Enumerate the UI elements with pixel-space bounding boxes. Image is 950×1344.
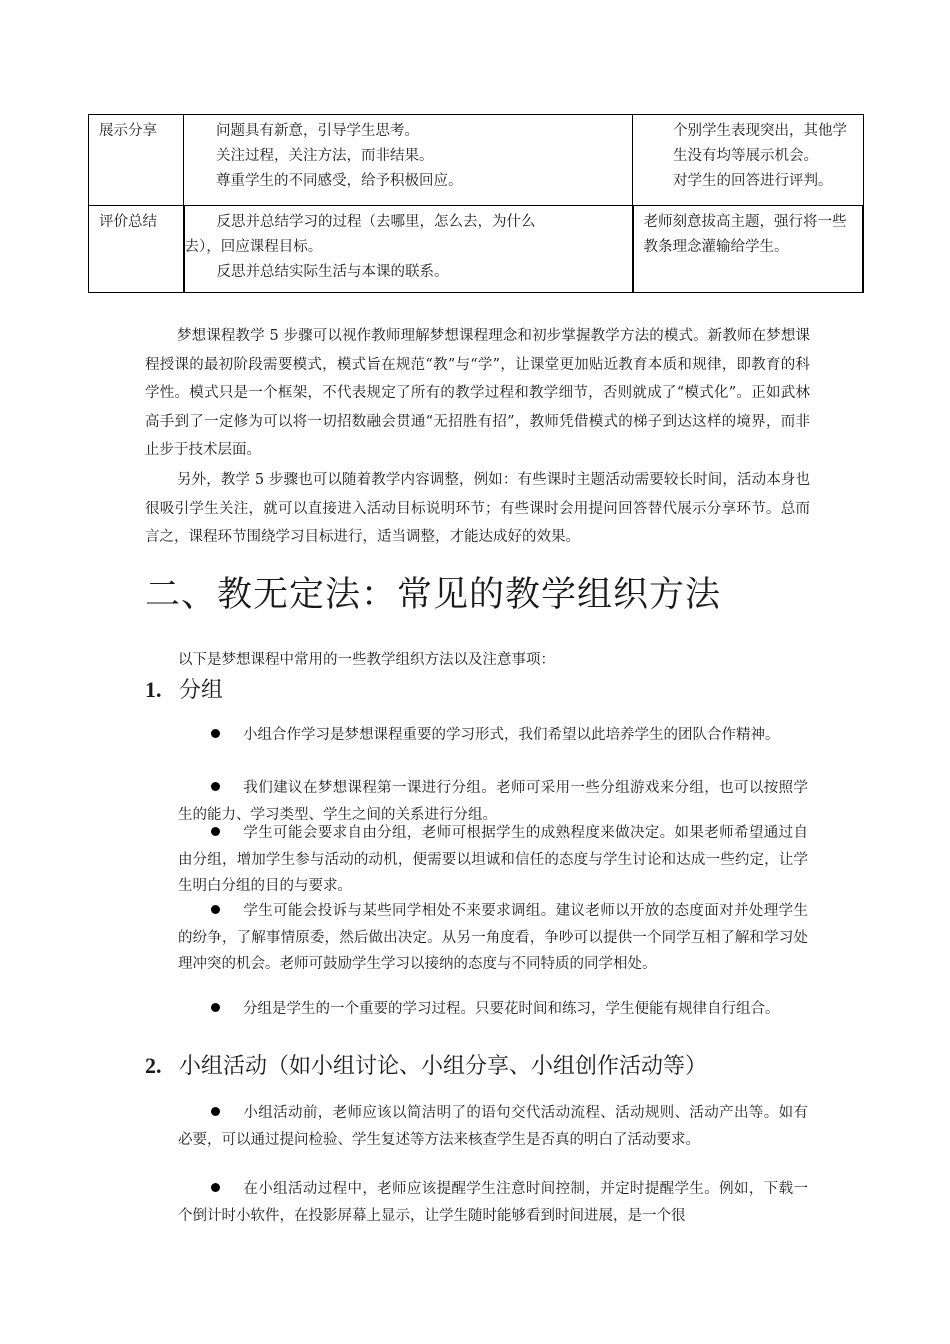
bullet-item bbox=[178, 1100, 808, 1153]
table-row bbox=[89, 115, 864, 206]
bullet-text: 分组是学生的一个重要的学习过程。只要花时间和练习，学生便能有规律自行组合。 bbox=[243, 1001, 780, 1017]
bullet-item bbox=[178, 898, 808, 978]
subsection-number: 2. bbox=[145, 1053, 162, 1078]
subsection-heading bbox=[145, 1050, 707, 1083]
section-intro: 以下是梦想课程中常用的一些教学组织方法以及注意事项： bbox=[178, 652, 555, 668]
bullet-item bbox=[178, 820, 808, 900]
cell-line: 对学生的回答进行评判。 bbox=[673, 173, 833, 189]
teaching-steps-table bbox=[88, 114, 864, 293]
stage-cell: 展示分享 bbox=[89, 115, 184, 206]
cell-line: 问题具有新意，引导学生思考。 bbox=[216, 123, 419, 139]
bullet-text: 我们建议在梦想课程第一课进行分组。老师可采用一些分组游戏来分组，也可以按照学生的能力、学习类型、学生之间的关系进行分组。 bbox=[178, 780, 808, 823]
cell-line: 尊重学生的不同感受，给予积极回应。 bbox=[216, 173, 463, 189]
bullet-icon bbox=[211, 905, 220, 914]
cell-line: 反思并总结学习的过程（去哪里，怎么去，为什么 bbox=[216, 214, 536, 230]
good-practice-cell bbox=[184, 115, 633, 206]
subsection-title: 分组 bbox=[179, 678, 224, 703]
bullet-text: 在小组活动过程中，老师应该提醒学生注意时间控制，并定时提醒学生。例如，下载一个倒计时小软件，在投影屏幕上显示，让学生随时能够看到时间进展，是一个很 bbox=[178, 1181, 808, 1224]
cell-line: 去），回应课程目标。 bbox=[184, 239, 323, 255]
cell-line: 生没有均等展示机会。 bbox=[673, 148, 818, 164]
bullet-icon bbox=[211, 782, 220, 791]
subsection-title: 小组活动（如小组讨论、小组分享、小组创作活动等） bbox=[179, 1054, 708, 1079]
bullet-text: 学生可能会要求自由分组，老师可根据学生的成熟程度来做决定。如果老师希望通过自由分组，增加学生参与活动的动机，便需要以坦诚和信任的态度与学生讨论和达成一些约定，让学生明白分组的目的与要求。 bbox=[178, 825, 808, 894]
bullet-icon bbox=[211, 729, 220, 738]
cell-line: 教条理念灌输给学生。 bbox=[643, 239, 789, 255]
subsection-heading bbox=[145, 674, 223, 707]
good-practice-cell bbox=[184, 206, 633, 293]
subsection-number: 1. bbox=[145, 677, 162, 702]
bullet-text: 小组合作学习是梦想课程重要的学习形式，我们希望以此培养学生的团队合作精神。 bbox=[243, 727, 780, 743]
bad-practice-cell bbox=[633, 206, 864, 293]
bullet-item bbox=[178, 1176, 808, 1229]
body-paragraph: 另外，教学 5 步骤也可以随着教学内容调整，例如：有些课时主题活动需要较长时间，活动本身也很吸引学生关注，就可以直接进入活动目标说明环节；有些课时会用提问回答替代展示分享环节。总而言之，课程环节围绕学习目标进行，适当调整，才能达成好的效果。 bbox=[145, 472, 810, 546]
bullet-text: 小组活动前，老师应该以简洁明了的语句交代活动流程、活动规则、活动产出等。如有必要，可以通过提问检验、学生复述等方法来核查学生是否真的明白了活动要求。 bbox=[178, 1105, 808, 1148]
body-paragraph: 梦想课程教学 5 步骤可以视作教师理解梦想课程理念和初步掌握教学方法的模式。新教师在梦想课程授课的最初阶段需要模式，模式旨在规范“教”与“学”，让课堂更加贴近教育本质和规律，即教育的科学性。模式只是一个框架，不代表规定了所有的教学过程和教学细节，否则就成了“模式化”。正如武林高手到了一定修为可以将一切招数融会贯通“无招胜有招”，教师凭借模式的梯子到达这样的境界，而非止步于技术层面。 bbox=[145, 328, 810, 459]
bullet-icon bbox=[211, 827, 220, 836]
stage-cell: 评价总结 bbox=[89, 206, 184, 293]
bullet-icon bbox=[211, 1183, 220, 1192]
cell-line: 老师刻意拔高主题，强行将一些 bbox=[643, 214, 847, 230]
cell-line: 反思并总结实际生活与本课的联系。 bbox=[216, 264, 449, 280]
bullet-item bbox=[178, 996, 808, 1023]
cell-line: 个别学生表现突出，其他学 bbox=[673, 123, 847, 139]
section-heading: 二、教无定法：常见的教学组织方法 bbox=[145, 575, 722, 615]
table-row bbox=[89, 206, 864, 293]
bullet-item bbox=[178, 722, 808, 749]
bullet-icon bbox=[211, 1107, 220, 1116]
cell-line: 关注过程，关注方法，而非结果。 bbox=[216, 148, 434, 164]
bullet-text: 学生可能会投诉与某些同学相处不来要求调组。建议老师以开放的态度面对并处理学生的纷争，了解事情原委，然后做出决定。从另一角度看，争吵可以提供一个同学互相了解和学习处理冲突的机会。老师可鼓励学生学习以接纳的态度与不同特质的同学相处。 bbox=[178, 903, 808, 972]
bad-practice-cell bbox=[633, 115, 864, 206]
bullet-icon bbox=[211, 1003, 220, 1012]
